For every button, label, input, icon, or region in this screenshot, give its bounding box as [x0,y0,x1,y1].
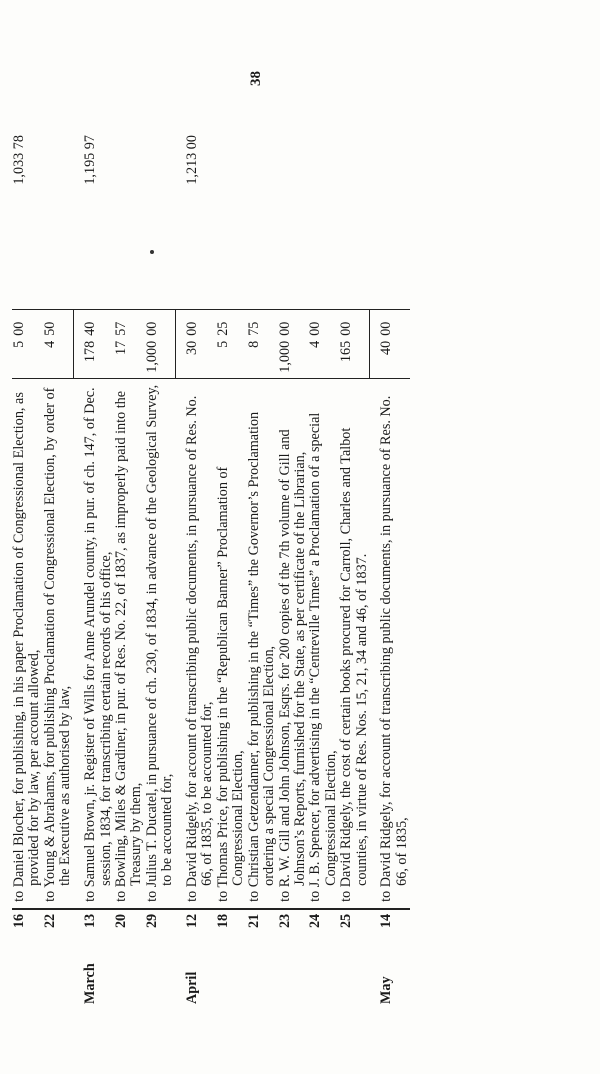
ledger-row [278,129,309,1004]
month-label: May [378,976,395,1004]
amount-cents: 57 [114,310,145,338]
entry-text: to David Ridgely, the cost of certain books procured for Carroll, Charles and Talbot counties, in virtue of Res. Nos. 15, 21, 34 and 46, of 1837. [338,427,370,902]
amount-dollars: 178 [83,338,114,379]
entry-text: to Bowling, Miles & Gardiner, in pur. of Res. No. 22, of 1837, as improperly paid into the Treasury by them, [112,390,145,902]
day-label: 16 [12,909,43,937]
ledger-row [216,129,247,1004]
ledger-table [12,129,410,1004]
ledger-row [114,129,145,1004]
entry-text: to Young & Abrahams, for publishing Proclamation of Congressional Election, by order of the Executive as authorised by law, [41,387,74,902]
amount-cents: 40 [83,310,114,338]
day-label: 29 [145,909,176,937]
entry-text: to R. W. Gill and John Johnson, Esqrs. for 200 copies of the 7th volume of Gill and Johnson’s Reports, furnished for the State, as per certificate of the Librarian, [276,429,308,902]
day-label: 22 [43,909,74,937]
amount-cents: 00 [379,310,410,338]
group-total [379,129,410,237]
entry-text: to David Ridgely, for account of transcribing public documents, in pursuance of Res. No. 66, of 1835, to be accounted for, [184,395,216,902]
ledger-row [308,129,339,1004]
amount-dollars: 40 [379,338,410,379]
entry-text: to Christian Getzendanner, for publishing in the “Times” the Governor’s Proclamation ordering a special Congressional Election, [245,411,278,902]
amount-dollars: 4 [308,338,339,379]
amount-cents: 00 [339,310,370,338]
amount-dollars: 1,000 [145,338,176,379]
amount-dollars: 30 [185,338,216,379]
entry-text: to Julius T. Ducatel, in pursuance of ch. 230, of 1834, in advance of the Geological Survey, to be accounted for, [143,384,176,902]
amount-dollars: 4 [43,338,74,379]
entry-text: to Daniel Blocher, for publishing, in his paper Proclamation of Congressional Election, as provided for by law, per account allowed, [11,392,43,902]
ledger-row [185,129,216,1004]
month-label [12,937,43,1004]
day-label: 24 [308,909,339,937]
day-label: 13 [83,909,114,937]
amount-cents: 00 [278,310,309,338]
ledger-row [12,129,43,1004]
amount-dollars: 165 [339,338,370,379]
amount-cents: 50 [43,310,74,338]
amount-cents: 00 [308,310,339,338]
day-label: 23 [278,909,309,937]
entry-text: to Samuel Brown, jr. Register of Wills for Anne Arundel county, in pur. of ch. 147, of Dec. session, 1834, for transcribing certain records of his office, [82,387,114,902]
ledger-row [43,129,74,1004]
ledger-row [145,129,176,1004]
amount-cents: 00 [12,310,43,338]
amount-dollars: 5 [12,338,43,379]
amount-dollars: 17 [114,338,145,379]
entry-text: to David Ridgely, for account of transcribing public documents, in pursuance of Res. No. 66, of 1835, [378,395,410,902]
month-label: April [184,971,201,1004]
amount-dollars: 1,000 [278,338,309,379]
amount-dollars: 5 [216,338,247,379]
day-label: 14 [379,909,410,937]
amount-cents: 00 [185,310,216,338]
amount-cents: 00 [145,310,176,338]
ledger-row [379,129,410,1004]
ledger-row [247,129,278,1004]
group-total: 1,033 78 [11,135,27,185]
day-label: 25 [339,909,370,937]
group-total: 1,195 97 [82,135,99,185]
group-total: 1,213 00 [184,135,201,185]
entry-text: to J. B. Spencer, for advertising in the “Centreville Times” a Proclamation of a special Congressional Election, [307,412,339,902]
day-label: 21 [247,909,278,937]
entry-text: to Thomas Price, for publishing in the “Republican Banner” Proclamation of Congressional Election, [214,466,247,902]
amount-cents: 25 [216,310,247,338]
month-label: March [82,963,99,1004]
day-label: 20 [114,909,145,937]
ledger-row [339,129,370,1004]
page-number: 38 [248,71,264,86]
day-label: 18 [216,909,247,937]
amount-dollars: 8 [247,338,278,379]
day-label: 12 [185,909,216,937]
ledger-row [83,129,114,1004]
amount-cents: 75 [247,310,278,338]
